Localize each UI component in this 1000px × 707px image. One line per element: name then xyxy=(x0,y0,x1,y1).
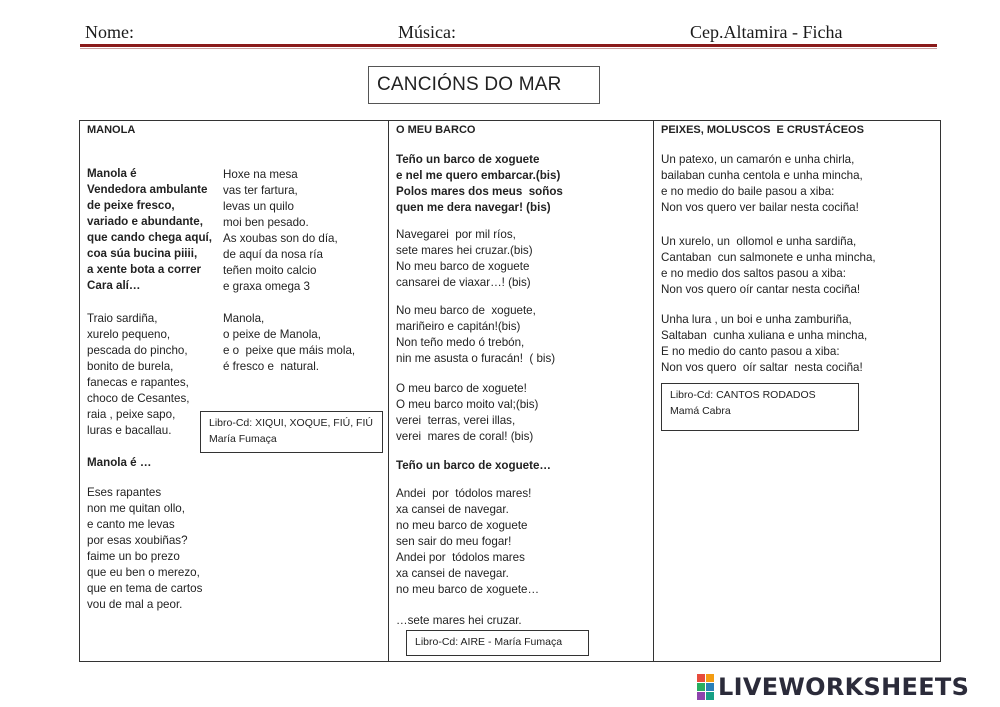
manola-verse-eses: Eses rapantes non me quitan ollo, e canto me levas por esas xoubiñas? faime un bo prezo que eu ben o merezo, que en tema de cartos vou de mal a peor. xyxy=(87,486,203,611)
barco-ending: …sete mares hei cruzar. xyxy=(396,614,522,627)
barco-chorus: Teño un barco de xoguete e nel me quero embarcar.(bis) Polos mares dos meus soños quen me dera navegar! (bis) xyxy=(396,153,563,214)
song-title-manola: MANOLA xyxy=(87,124,136,136)
peixes-verse-2: Un xurelo, un ollomol e unha sardiña, Cantaban cun salmonete e unha mincha, e no medio dos saltos pasou a xiba: Non vos quero oír cantar nesta cociña! xyxy=(661,235,876,296)
peixes-book-box: Libro-Cd: CANTOS RODADOS Mamá Cabra xyxy=(661,383,859,431)
manola-verse-manola: Manola, o peixe de Manola, e o peixe que máis mola, é fresco e natural. xyxy=(223,312,356,373)
barco-verse-1: Navegarei por mil ríos, sete mares hei cruzar.(bis) No meu barco de xoguete cansarei de viaxar…! (bis) xyxy=(396,228,533,289)
name-label: Nome: xyxy=(85,22,134,42)
header-rule xyxy=(80,44,937,47)
barco-verse-4: Andei por tódolos mares! xa cansei de navegar. no meu barco de xoguete sen sair do meu fogar! Andei por tódolos mares xa cansei de navegar. no meu barco de xoguete… xyxy=(396,487,540,596)
peixes-verse-1: Un patexo, un camarón e unha chirla, bailaban cunha centola e unha mincha, e no medio do baile pasou a xiba: Non vos quero ver bailar nesta cociña! xyxy=(661,153,863,214)
manola-book-box: Libro-Cd: XIQUI, XOQUE, FIÚ, FIÚ María Fumaça xyxy=(200,411,383,453)
column-divider xyxy=(653,121,654,661)
header-rule-thin xyxy=(80,48,937,49)
logo-icon xyxy=(697,674,714,700)
barco-refrain: Teño un barco de xoguete… xyxy=(396,459,552,472)
manola-verse-hoxe: Hoxe na mesa vas ter fartura, levas un quilo moi ben pesado. As xoubas son do día, de aquí da nosa ría teñen moito calcio e graxa omega 3 xyxy=(223,168,338,293)
barco-book-box: Libro-Cd: AIRE - María Fumaça xyxy=(406,630,589,656)
song-title-barco: O MEU BARCO xyxy=(396,124,476,136)
page-title: CANCIÓNS DO MAR xyxy=(368,66,600,104)
songs-table xyxy=(79,120,941,662)
liveworksheets-logo xyxy=(697,673,969,701)
barco-verse-3: O meu barco de xoguete! O meu barco moito val;(bis) verei terras, verei illas, verei mares de coral! (bis) xyxy=(396,382,539,443)
peixes-verse-3: Unha lura , un boi e unha zamburiña, Saltaban cunha xuliana e unha mincha, E no medio do canto pasou a xiba: Non vos quero oír saltar nesta cociña! xyxy=(661,313,868,374)
logo-text: LIVEWORKSHEETS xyxy=(718,673,970,701)
school-label: Cep.Altamira - Ficha xyxy=(690,22,843,42)
manola-refrain: Manola é … xyxy=(87,456,152,469)
barco-verse-2: No meu barco de xoguete, mariñeiro e capitán!(bis) Non teño medo ó trebón, nin me asusta o furacán! ( bis) xyxy=(396,304,556,365)
music-label: Música: xyxy=(398,22,456,42)
song-title-peixes: PEIXES, MOLUSCOS E CRUSTÁCEOS xyxy=(661,124,864,136)
column-divider xyxy=(388,121,389,661)
manola-chorus: Manola é Vendedora ambulante de peixe fresco, variado e abundante, que cando chega aquí, coa súa bucina piiii, a xente bota a correr Cara alí… xyxy=(87,167,212,292)
manola-verse-traio: Traio sardiña, xurelo pequeno, pescada do pincho, bonito de burela, fanecas e rapantes, choco de Cesantes, raia , peixe sapo, luras e bacallau. xyxy=(87,312,190,437)
